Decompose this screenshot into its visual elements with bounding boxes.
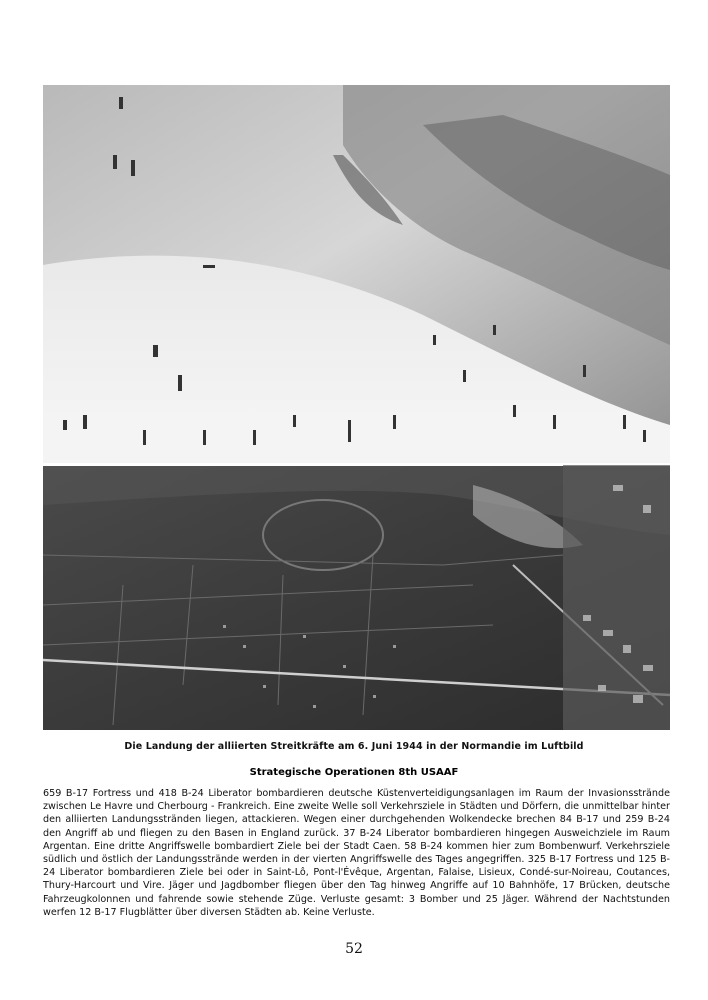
page-number: 52 bbox=[345, 941, 363, 957]
photo-caption: Die Landung der alliierten Streitkräfte am 6. Juni 1944 in der Normandie im Luftbild bbox=[124, 741, 584, 752]
aerial-photo-image bbox=[43, 85, 670, 730]
aerial-photo bbox=[43, 85, 670, 730]
body-paragraph: 659 B-17 Fortress und 418 B-24 Liberator bombardieren deutsche Küstenverteidigungsanlagen im Raum der Invasionsstrände zwischen Le Havre und Cherbourg - Frankreich. Eine zweite Welle soll Verkehrsziele in Städten und Dörfern, die unmittelbar hinter den alliierten Landungsstränden liegen, attackieren. Wegen einer durchgehenden Wolkendecke brechen 84 B-17 und 259 B-24 den Angriff ab und fliegen zu den Basen in England zurück. 37 B-24 Liberator bombardieren hingegen Ausweichziele im Raum Argentan. Eine dritte Angriffswelle bombardiert Ziele bei der Stadt Caen. 58 B-24 kommen hier zum Bombenwurf. Verkehrsziele südlich und östlich der Landungsstrände werden in der vierten Angriffswelle des Tages angegriffen. 325 B-17 Fortress und 125 B-24 Liberator bombardieren Ziele bei oder in Saint-Lô, Pont-l'Évêque, Argentan, Falaise, Lisieux, Condé-sur-Noireau, Coutances, Thury-Harcourt und Vire. Jäger und Jagdbomber fliegen über den Tag hinweg Angriffe auf 10 Bahnhöfe, 17 Brücken, deutsche Fahrzeugkolonnen und fahrende sowie stehende Züge. Verluste gesamt: 3 Bomber und 25 Jäger. Während der Nachtstunden werfen 12 B-17 Flugblätter über diversen Städten ab. Keine Verluste. bbox=[43, 788, 670, 918]
section-title: Strategische Operationen 8th USAAF bbox=[249, 767, 459, 778]
